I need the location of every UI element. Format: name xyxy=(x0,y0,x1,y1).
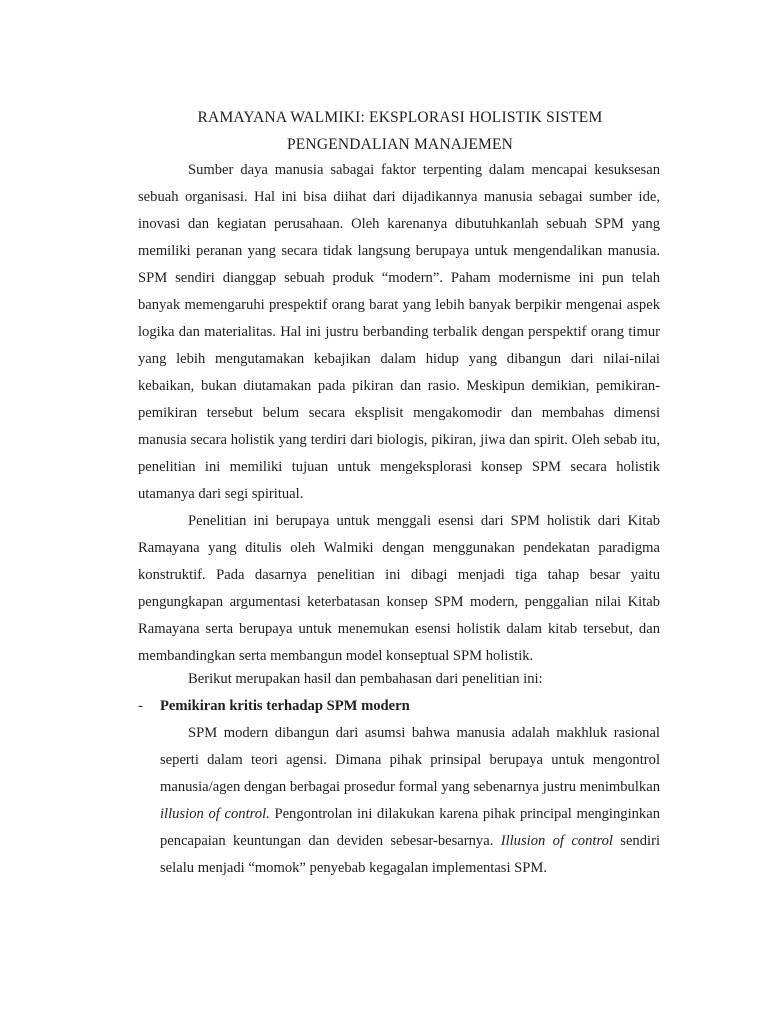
paragraph-research-method: Penelitian ini berupaya untuk menggali esensi dari SPM holistik dari Kitab Ramayana yang ditulis oleh Walmiki dengan menggunakan pendekatan paradigma konstruktif. Pada dasarnya penelitian ini dibagi menjadi tiga tahap besar yaitu pengungkapan argumentasi keterbatasan konsep SPM modern, penggalian nilai Kitab Ramayana serta berupaya untuk menemukan esensi holistik dalam kitab tersebut, dan membandingkan serta membangun model konseptual SPM holistik. xyxy=(138,513,660,664)
paragraph-results-intro: Berikut merupakan hasil dan pembahasan dari penelitian ini: xyxy=(188,671,543,687)
bullet-marker: - xyxy=(138,698,143,714)
italic-term: Illusion of control xyxy=(500,833,613,849)
paragraph-introduction: Sumber daya manusia sabagai faktor terpenting dalam mencapai kesuksesan sebuah organisasi. Hal ini bisa diihat dari dijadikannya manusia sebagai sumber ide, inovasi dan kegiatan perusahaan. Oleh karenanya dibutuhkanlah sebuah SPM yang memiliki peranan yang secara tidak langsung berupaya untuk mengendalikan manusia. SPM sendiri dianggap sebuah produk “modern”. Paham modernisme ini pun telah banyak memengaruhi prespektif orang barat yang lebih banyak berpikir mengenai aspek logika dan materialitas. Hal ini justru berbanding terbalik dengan perspektif orang timur yang lebih mengutamakan kebajikan dalam hidup yang dibangun dari nilai-nilai kebaikan, bukan diutamakan pada pikiran dan rasio. Meskipun demikian, pemikiran-pemikiran tersebut belum secara eksplisit mengakomodir dan membahas dimensi manusia secara holistik yang terdiri dari biologis, pikiran, jiwa dan spirit. Oleh sebab itu, penelitian ini memiliki tujuan untuk mengeksplorasi konsep SPM secara holistik utamanya dari segi spiritual. xyxy=(138,162,660,502)
section-heading: Pemikiran kritis terhadap SPM modern xyxy=(160,698,410,714)
paragraph-critical-thinking xyxy=(160,720,660,882)
italic-term: illusion of control. xyxy=(160,806,270,822)
text-run: sendiri selalu menjadi “momok” penyebab kegagalan implementasi SPM. xyxy=(160,833,660,876)
text-run: SPM modern dibangun dari asumsi bahwa manusia adalah makhluk rasional seperti dalam teori agensi. Dimana pihak prinsipal berupaya untuk mengontrol manusia/agen dengan berbagai prosedur formal yang sebenarnya justru menimbulkan xyxy=(160,725,660,795)
text-run: Pengontrolan ini dilakukan karena pihak principal menginginkan pencapaian keuntungan dan deviden sebesar-besarnya. xyxy=(160,806,660,849)
document-title-line-1: RAMAYANA WALMIKI: EKSPLORASI HOLISTIK SISTEM xyxy=(197,109,603,126)
bullet-item xyxy=(138,693,660,720)
document-title-line-2: PENGENDALIAN MANAJEMEN xyxy=(286,136,514,153)
